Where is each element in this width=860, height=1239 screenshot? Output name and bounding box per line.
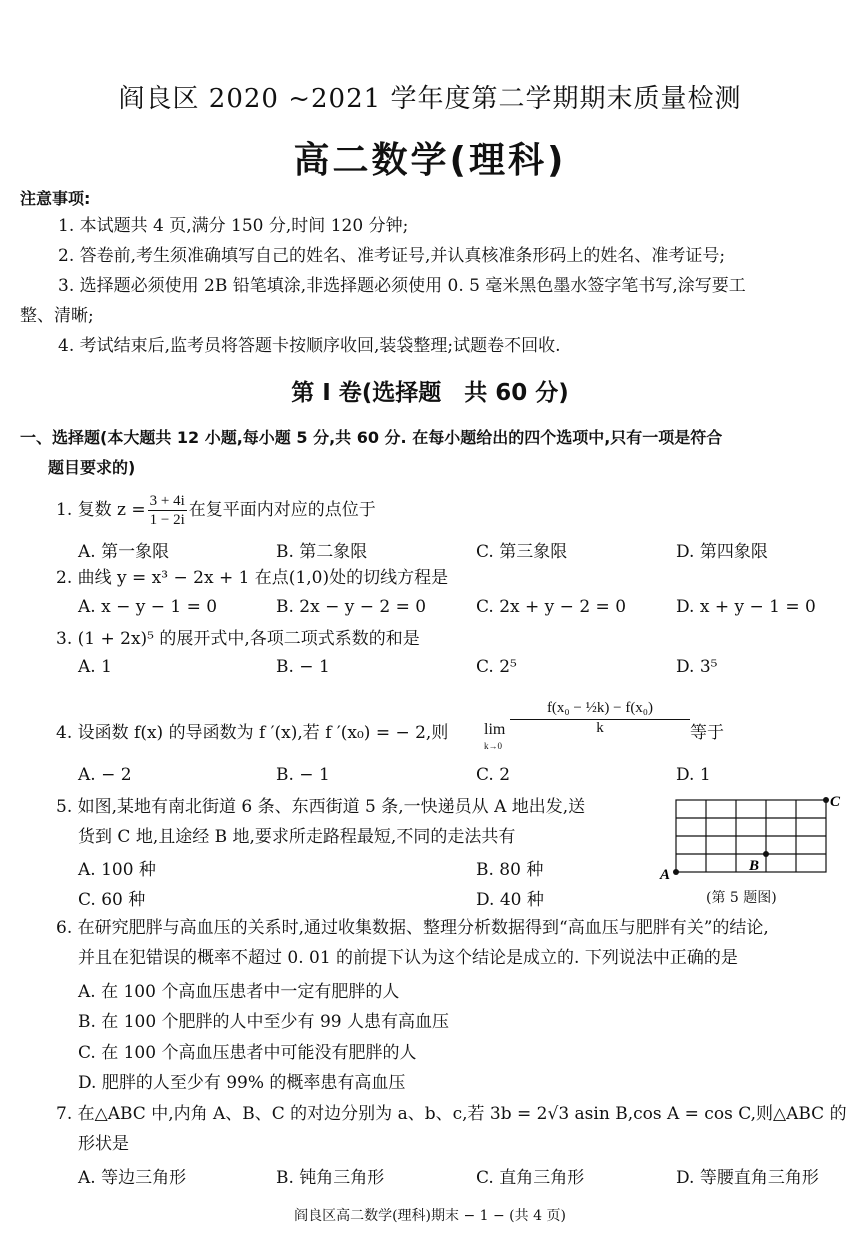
- point-b-label: B: [749, 858, 760, 874]
- q1-option-d: D. 第四象限: [676, 542, 768, 562]
- question-5-stem-line2: 货到 C 地,且途经 B 地,要求所走路程最短,不同的走法共有: [78, 827, 516, 847]
- q2-option-b: B. 2x − y − 2 = 0: [276, 597, 427, 617]
- q3-option-d: D. 3⁵: [676, 657, 718, 677]
- question-7-stem-line2: 形状是: [78, 1134, 129, 1154]
- point-a-label: A: [660, 867, 671, 883]
- q5-street-grid-figure: [656, 790, 846, 890]
- section-heading: 一、选择题(本大题共 12 小题,每小题 5 分,共 60 分. 在每小题给出的四个选项中,只有一项是符合: [20, 428, 723, 447]
- q1-suffix: 在复平面内对应的点位于: [188, 500, 376, 520]
- q2-option-a: A. x − y − 1 = 0: [78, 597, 218, 617]
- point-c-label: C: [830, 794, 841, 810]
- q7-option-a: A. 等边三角形: [78, 1168, 187, 1188]
- q1-option-c: C. 第三象限: [476, 542, 568, 562]
- q3-option-a: A. 1: [78, 657, 112, 677]
- question-2-stem: 2. 曲线 y = x³ − 2x + 1 在点(1,0)处的切线方程是: [56, 568, 449, 588]
- q4-option-c: C. 2: [476, 765, 511, 785]
- subject-title: 高二数学(理科): [293, 140, 567, 181]
- q4-option-a: A. − 2: [78, 765, 132, 785]
- q6-option-d: D. 肥胖的人至少有 99% 的概率患有高血压: [78, 1073, 406, 1093]
- question-7-stem-line1: 7. 在△ABC 中,内角 A、B、C 的对边分别为 a、b、c,若 3b = 2√3 asin B,cos A = cos C,则△ABC 的: [56, 1104, 847, 1124]
- section-heading-continued: 题目要求的): [48, 458, 136, 477]
- note-item-3-continued: 整、清晰;: [20, 306, 94, 326]
- q4-option-d: D. 1: [676, 765, 711, 785]
- q2-option-d: D. x + y − 1 = 0: [676, 597, 816, 617]
- page-footer: 阎良区高二数学(理科)期末 − 1 − (共 4 页): [294, 1208, 566, 1224]
- q6-option-a: A. 在 100 个高血压患者中一定有肥胖的人: [78, 982, 400, 1002]
- q5-option-d: D. 40 种: [476, 890, 544, 910]
- note-item-3: 3. 选择题必须使用 2B 铅笔填涂,非选择题必须使用 0. 5 毫米黑色墨水签字笔书写,涂写要工: [58, 276, 746, 296]
- q6-option-c: C. 在 100 个高血压患者中可能没有肥胖的人: [78, 1043, 417, 1063]
- question-4-stem: 4. 设函数 f(x) 的导函数为 f ′(x),若 f ′(x₀) = − 2,则: [56, 723, 449, 743]
- q2-option-c: C. 2x + y − 2 = 0: [476, 597, 627, 617]
- notes-heading: 注意事项:: [20, 189, 91, 208]
- q1-frac-den: 1 − 2i: [149, 512, 185, 528]
- note-item-4: 4. 考试结束后,监考员将答题卡按顺序收回,装袋整理;试题卷不回收.: [58, 336, 561, 356]
- part1-title: 第 Ⅰ 卷(选择题 共 60 分): [291, 380, 569, 406]
- q1-prefix: 1. 复数 z =: [56, 500, 146, 520]
- q4-lim-sub: k→0: [484, 741, 502, 751]
- note-item-1: 1. 本试题共 4 页,满分 150 分,时间 120 分钟;: [58, 216, 409, 236]
- q7-option-d: D. 等腰直角三角形: [676, 1168, 819, 1188]
- q4-frac-den: k: [596, 720, 604, 736]
- question-1-stem: [56, 492, 376, 529]
- point-b-dot: [763, 851, 769, 857]
- q3-option-b: B. − 1: [276, 657, 330, 677]
- point-c-dot: [823, 797, 829, 803]
- q1-frac-num: 3 + 4i: [149, 493, 185, 509]
- q4-lim: lim: [484, 721, 506, 738]
- q1-option-b: B. 第二象限: [276, 542, 368, 562]
- question-6-stem-line2: 并且在犯错误的概率不超过 0. 01 的前提下认为这个结论是成立的. 下列说法中正确的是: [78, 948, 738, 968]
- q5-option-c: C. 60 种: [78, 890, 146, 910]
- note-item-2: 2. 答卷前,考生须准确填写自己的姓名、准考证号,并认真核准条形码上的姓名、准考证号;: [58, 246, 726, 266]
- q5-option-a: A. 100 种: [78, 860, 156, 880]
- q3-option-c: C. 2⁵: [476, 657, 517, 677]
- q7-option-c: C. 直角三角形: [476, 1168, 585, 1188]
- q4-frac-num: f(x₀ − ½k) − f(x₀): [510, 700, 690, 720]
- q6-option-b: B. 在 100 个肥胖的人中至少有 99 人患有高血压: [78, 1012, 449, 1032]
- q5-figure-caption: (第 5 题图): [706, 890, 777, 906]
- q4-fraction: [510, 700, 690, 737]
- q7-option-b: B. 钝角三角形: [276, 1168, 385, 1188]
- q4-option-b: B. − 1: [276, 765, 330, 785]
- exam-title: 阎良区 2020 ~2021 学年度第二学期期末质量检测: [118, 84, 742, 114]
- question-3-stem: 3. (1 + 2x)⁵ 的展开式中,各项二项式系数的和是: [56, 629, 420, 649]
- q1-option-a: A. 第一象限: [78, 542, 170, 562]
- point-a-dot: [673, 869, 679, 875]
- question-5-stem-line1: 5. 如图,某地有南北街道 6 条、东西街道 5 条,一快递员从 A 地出发,送: [56, 797, 586, 817]
- q1-fraction: [148, 492, 187, 529]
- question-6-stem-line1: 6. 在研究肥胖与高血压的关系时,通过收集数据、整理分析数据得到“高血压与肥胖有关”的结论,: [56, 918, 769, 938]
- q4-suffix: 等于: [690, 723, 724, 743]
- q5-option-b: B. 80 种: [476, 860, 544, 880]
